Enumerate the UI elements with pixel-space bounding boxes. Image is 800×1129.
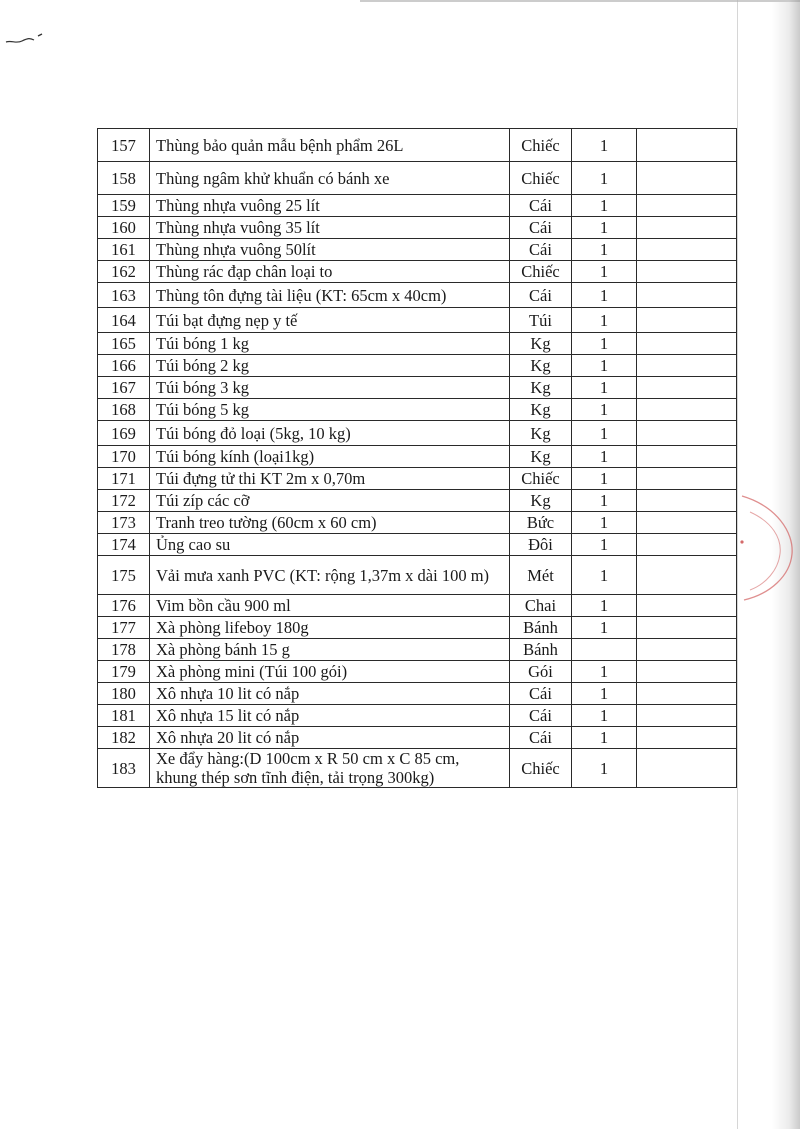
item-unit: Đôi xyxy=(510,534,572,556)
row-number: 175 xyxy=(98,556,150,595)
item-name: Túi bóng 2 kg xyxy=(150,355,510,377)
item-quantity: 1 xyxy=(572,749,637,788)
item-unit: Cái xyxy=(510,727,572,749)
item-note xyxy=(637,377,737,399)
row-number: 161 xyxy=(98,239,150,261)
item-quantity xyxy=(572,639,637,661)
item-name: Ủng cao su xyxy=(150,534,510,556)
item-name: Xô nhựa 10 lit có nắp xyxy=(150,683,510,705)
item-quantity: 1 xyxy=(572,617,637,639)
table-row xyxy=(98,661,737,683)
item-quantity: 1 xyxy=(572,512,637,534)
item-note xyxy=(637,261,737,283)
item-name: Thùng nhựa vuông 50lít xyxy=(150,239,510,261)
item-name: Thùng tôn đựng tài liệu (KT: 65cm x 40cm) xyxy=(150,283,510,308)
item-name: Vim bồn cầu 900 ml xyxy=(150,595,510,617)
item-unit: Cái xyxy=(510,217,572,239)
row-number: 168 xyxy=(98,399,150,421)
row-number: 173 xyxy=(98,512,150,534)
item-unit: Mét xyxy=(510,556,572,595)
row-number: 182 xyxy=(98,727,150,749)
item-name: Thùng rác đạp chân loại to xyxy=(150,261,510,283)
item-quantity: 1 xyxy=(572,355,637,377)
item-unit: Bức xyxy=(510,512,572,534)
item-quantity: 1 xyxy=(572,283,637,308)
item-unit: Chiếc xyxy=(510,468,572,490)
item-name: Xà phòng mini (Túi 100 gói) xyxy=(150,661,510,683)
row-number: 170 xyxy=(98,446,150,468)
item-note xyxy=(637,129,737,162)
item-quantity: 1 xyxy=(572,727,637,749)
table-row xyxy=(98,283,737,308)
item-unit: Kg xyxy=(510,490,572,512)
item-name: Vải mưa xanh PVC (KT: rộng 1,37m x dài 100 m) xyxy=(150,556,510,595)
item-note xyxy=(637,283,737,308)
row-number: 180 xyxy=(98,683,150,705)
item-note xyxy=(637,333,737,355)
table-row xyxy=(98,217,737,239)
item-note xyxy=(637,399,737,421)
item-note xyxy=(637,683,737,705)
item-note xyxy=(637,556,737,595)
item-note xyxy=(637,355,737,377)
item-quantity: 1 xyxy=(572,217,637,239)
item-note xyxy=(637,639,737,661)
row-number: 181 xyxy=(98,705,150,727)
item-name: Túi bóng đỏ loại (5kg, 10 kg) xyxy=(150,421,510,446)
row-number: 169 xyxy=(98,421,150,446)
table-row xyxy=(98,377,737,399)
item-quantity: 1 xyxy=(572,661,637,683)
item-name: Xà phòng bánh 15 g xyxy=(150,639,510,661)
item-note xyxy=(637,195,737,217)
item-unit: Cái xyxy=(510,283,572,308)
item-unit: Kg xyxy=(510,355,572,377)
table-row xyxy=(98,556,737,595)
table-row xyxy=(98,705,737,727)
item-unit: Chiếc xyxy=(510,261,572,283)
item-quantity: 1 xyxy=(572,705,637,727)
row-number: 159 xyxy=(98,195,150,217)
row-number: 165 xyxy=(98,333,150,355)
item-note xyxy=(637,239,737,261)
table-row xyxy=(98,333,737,355)
row-number: 176 xyxy=(98,595,150,617)
item-quantity: 1 xyxy=(572,534,637,556)
item-unit: Chiếc xyxy=(510,162,572,195)
item-note xyxy=(637,534,737,556)
table-row xyxy=(98,639,737,661)
row-number: 162 xyxy=(98,261,150,283)
row-number: 166 xyxy=(98,355,150,377)
row-number: 157 xyxy=(98,129,150,162)
item-note xyxy=(637,661,737,683)
item-quantity: 1 xyxy=(572,421,637,446)
item-note xyxy=(637,595,737,617)
row-number: 178 xyxy=(98,639,150,661)
item-quantity: 1 xyxy=(572,261,637,283)
item-quantity: 1 xyxy=(572,490,637,512)
item-unit: Cái xyxy=(510,683,572,705)
item-note xyxy=(637,727,737,749)
item-note xyxy=(637,705,737,727)
item-name: Thùng bảo quản mẫu bệnh phẩm 26L xyxy=(150,129,510,162)
table-row xyxy=(98,162,737,195)
table-row xyxy=(98,239,737,261)
item-unit: Chiếc xyxy=(510,129,572,162)
item-name: Túi bóng 5 kg xyxy=(150,399,510,421)
item-note xyxy=(637,308,737,333)
item-name: Túi đựng tử thi KT 2m x 0,70m xyxy=(150,468,510,490)
table-row xyxy=(98,399,737,421)
row-number: 172 xyxy=(98,490,150,512)
item-name: Túi zíp các cỡ xyxy=(150,490,510,512)
table-row xyxy=(98,308,737,333)
row-number: 177 xyxy=(98,617,150,639)
item-unit: Chiếc xyxy=(510,749,572,788)
row-number: 171 xyxy=(98,468,150,490)
table-row xyxy=(98,749,737,788)
item-unit: Kg xyxy=(510,333,572,355)
item-unit: Chai xyxy=(510,595,572,617)
item-note xyxy=(637,490,737,512)
table-row xyxy=(98,468,737,490)
supply-table-body xyxy=(98,129,737,788)
table-row xyxy=(98,727,737,749)
item-name: Tranh treo tường (60cm x 60 cm) xyxy=(150,512,510,534)
item-name: Thùng nhựa vuông 25 lít xyxy=(150,195,510,217)
table-row xyxy=(98,129,737,162)
item-name: Túi bóng 3 kg xyxy=(150,377,510,399)
scan-top-edge xyxy=(360,0,800,2)
item-unit: Cái xyxy=(510,705,572,727)
item-unit: Kg xyxy=(510,446,572,468)
supply-table xyxy=(97,128,737,788)
item-quantity: 1 xyxy=(572,446,637,468)
item-name: Túi bóng kính (loại1kg) xyxy=(150,446,510,468)
red-stamp-partial xyxy=(736,492,800,604)
row-number: 174 xyxy=(98,534,150,556)
row-number: 179 xyxy=(98,661,150,683)
table-row xyxy=(98,195,737,217)
item-unit: Bánh xyxy=(510,639,572,661)
item-name: Xô nhựa 15 lit có nắp xyxy=(150,705,510,727)
item-quantity: 1 xyxy=(572,195,637,217)
item-unit: Cái xyxy=(510,195,572,217)
item-quantity: 1 xyxy=(572,239,637,261)
row-number: 183 xyxy=(98,749,150,788)
item-name: Thùng ngâm khử khuẩn có bánh xe xyxy=(150,162,510,195)
table-row xyxy=(98,595,737,617)
item-note xyxy=(637,421,737,446)
table-row xyxy=(98,355,737,377)
row-number: 160 xyxy=(98,217,150,239)
item-quantity: 1 xyxy=(572,399,637,421)
item-name: Thùng nhựa vuông 35 lít xyxy=(150,217,510,239)
table-row xyxy=(98,534,737,556)
item-quantity: 1 xyxy=(572,333,637,355)
table-row xyxy=(98,683,737,705)
item-quantity: 1 xyxy=(572,377,637,399)
row-number: 164 xyxy=(98,308,150,333)
row-number: 163 xyxy=(98,283,150,308)
item-quantity: 1 xyxy=(572,129,637,162)
item-unit: Túi xyxy=(510,308,572,333)
item-note xyxy=(637,512,737,534)
item-quantity: 1 xyxy=(572,556,637,595)
table-row xyxy=(98,617,737,639)
item-unit: Gói xyxy=(510,661,572,683)
item-name: Túi bạt đựng nẹp y tế xyxy=(150,308,510,333)
item-quantity: 1 xyxy=(572,683,637,705)
item-unit: Kg xyxy=(510,421,572,446)
pen-mark xyxy=(4,28,64,50)
row-number: 167 xyxy=(98,377,150,399)
table-row xyxy=(98,512,737,534)
item-note xyxy=(637,217,737,239)
item-unit: Kg xyxy=(510,377,572,399)
item-quantity: 1 xyxy=(572,468,637,490)
table-row xyxy=(98,446,737,468)
table-row xyxy=(98,261,737,283)
table-row xyxy=(98,490,737,512)
item-note xyxy=(637,162,737,195)
item-note xyxy=(637,617,737,639)
item-name: Xe đẩy hàng:(D 100cm x R 50 cm x C 85 cm, khung thép sơn tĩnh điện, tải trọng 300kg) xyxy=(150,749,510,788)
item-quantity: 1 xyxy=(572,308,637,333)
item-unit: Kg xyxy=(510,399,572,421)
item-quantity: 1 xyxy=(572,162,637,195)
row-number: 158 xyxy=(98,162,150,195)
item-note xyxy=(637,468,737,490)
table-row xyxy=(98,421,737,446)
item-note xyxy=(637,749,737,788)
item-quantity: 1 xyxy=(572,595,637,617)
item-name: Xô nhựa 20 lit có nắp xyxy=(150,727,510,749)
item-note xyxy=(637,446,737,468)
item-unit: Bánh xyxy=(510,617,572,639)
item-name: Xà phòng lifeboy 180g xyxy=(150,617,510,639)
item-name: Túi bóng 1 kg xyxy=(150,333,510,355)
item-unit: Cái xyxy=(510,239,572,261)
